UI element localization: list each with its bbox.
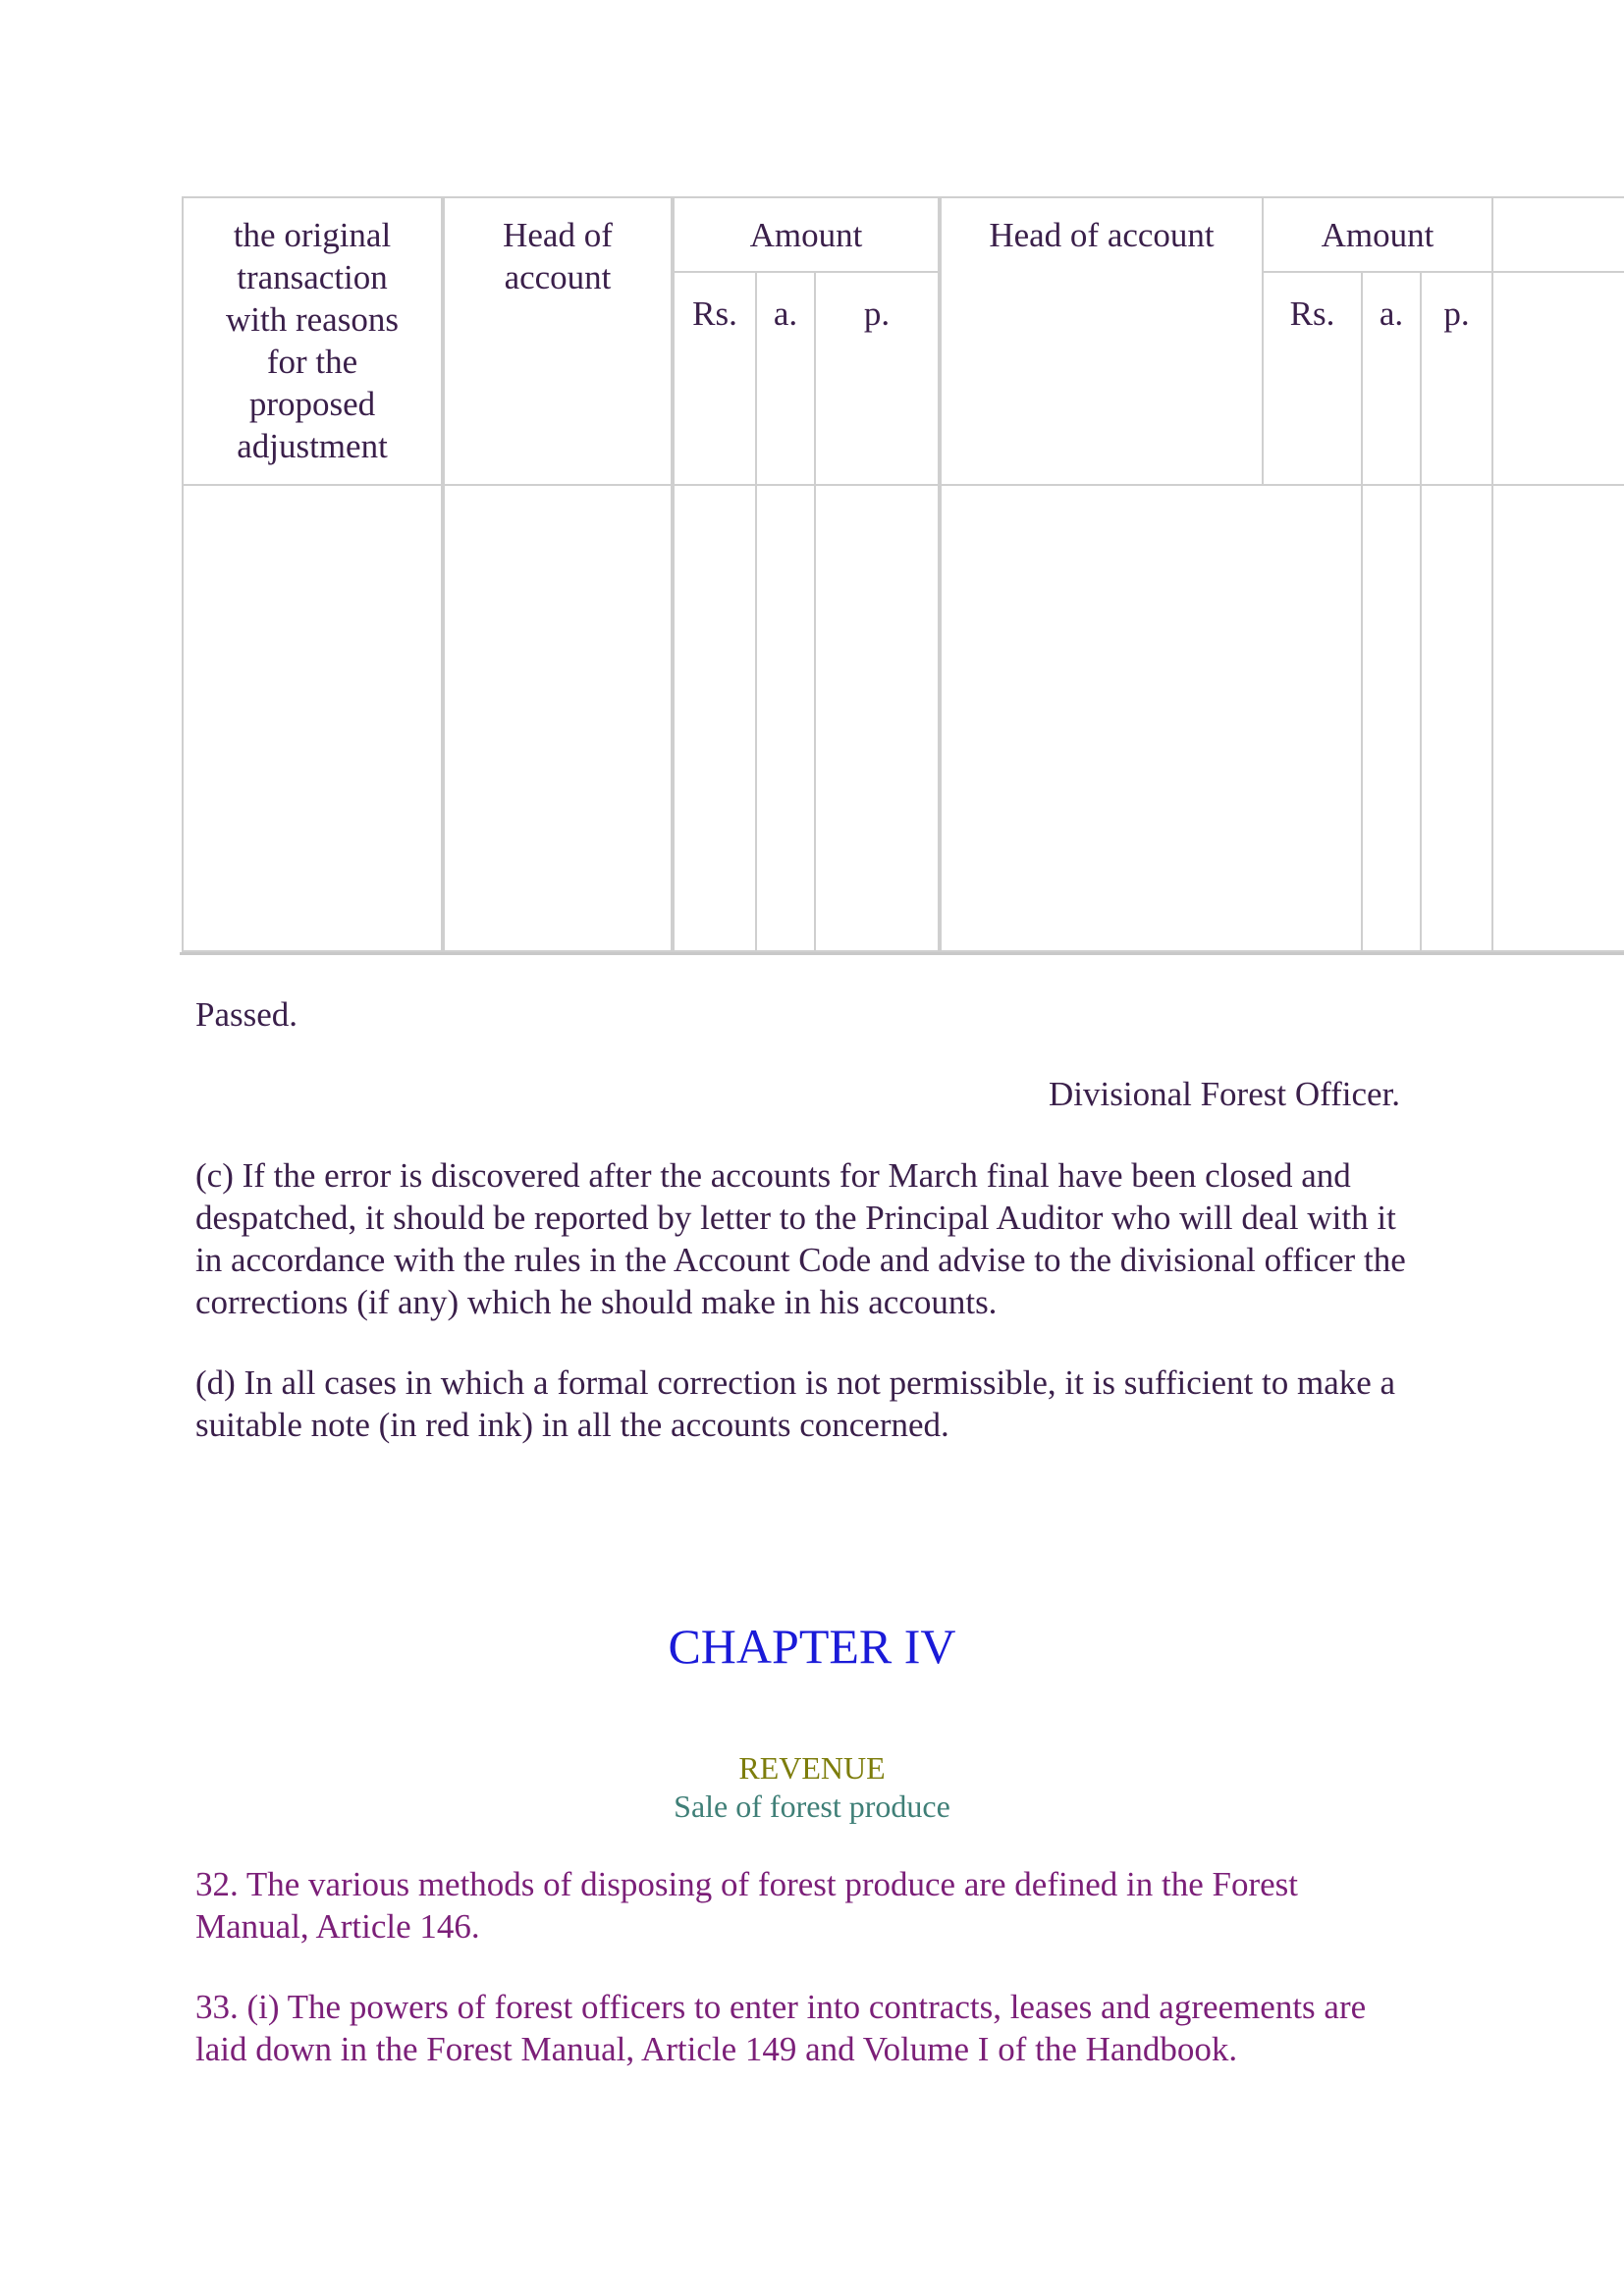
paragraph-33: 33. (i) The powers of forest officers to enter into contracts, leases and agreements are laid down in the Forest Manual, Article 149 and Volume I of the Handbook.: [195, 1988, 1367, 2068]
header-p-1: [814, 271, 940, 486]
header-head-of-account-1: [443, 196, 673, 486]
paragraph-32: 32. The various methods of disposing of forest produce are defined in the Forest Manual, Article 146.: [195, 1865, 1298, 1946]
header-a-1: [755, 271, 816, 486]
header-amount-1: [673, 196, 940, 273]
header-amount-2: [1262, 196, 1493, 273]
header-a-1-text: a.: [773, 294, 798, 333]
body-cell-head-of-account-1: [443, 484, 673, 952]
header-p-2-text: p.: [1443, 294, 1470, 333]
header-rs-1: [673, 271, 757, 486]
header-extra-column: [1491, 196, 1624, 273]
header-extra-column-lower: [1491, 271, 1624, 486]
header-p-2: [1420, 271, 1493, 486]
header-amount-2-text: Amount: [1321, 216, 1435, 254]
table-bottom-rule: [180, 952, 1624, 955]
body-cell-p-1: [814, 484, 940, 952]
body-cell-original-transaction: [182, 484, 443, 952]
header-original-transaction: [182, 196, 443, 486]
header-rs-2-text: Rs.: [1289, 294, 1335, 333]
signatory-text: Divisional Forest Officer.: [1049, 1075, 1401, 1113]
header-head-of-account-2-text: Head of account: [989, 216, 1215, 254]
header-head-of-account-1-text: Head of account: [503, 216, 613, 296]
body-cell-p-2: [1420, 484, 1493, 952]
chapter-title: CHAPTER IV: [668, 1619, 956, 1674]
body-cell-head-of-account-2: [940, 484, 1363, 952]
paragraph-c: (c) If the error is discovered after the accounts for March final have been closed and despatched, it should be reported by letter to the Principal Auditor who will deal with it in accordance with the rules in the Account Code and advise to the divisional officer the corrections (if any) which he should make in his accounts.: [195, 1156, 1406, 1321]
body-cell-a-1: [755, 484, 816, 952]
passed-text: Passed.: [195, 995, 298, 1034]
header-a-2: [1361, 271, 1422, 486]
section-subtitle: Sale of forest produce: [674, 1789, 950, 1824]
section-title: REVENUE: [738, 1750, 886, 1786]
body-cell-rs-1: [673, 484, 757, 952]
body-cell-a-2: [1361, 484, 1422, 952]
header-amount-1-text: Amount: [749, 216, 863, 254]
header-p-1-text: p.: [863, 294, 891, 333]
header-original-transaction-text: the original transaction with reasons for the proposed adjustment: [226, 216, 399, 465]
paragraph-d: (d) In all cases in which a formal correction is not permissible, it is sufficient to make a suitable note (in red ink) in all the accounts concerned.: [195, 1363, 1396, 1444]
header-head-of-account-2: [940, 196, 1264, 486]
header-rs-2: [1262, 271, 1363, 486]
body-cell-extra-column: [1491, 484, 1624, 952]
header-a-2-text: a.: [1379, 294, 1404, 333]
header-rs-1-text: Rs.: [692, 294, 737, 333]
